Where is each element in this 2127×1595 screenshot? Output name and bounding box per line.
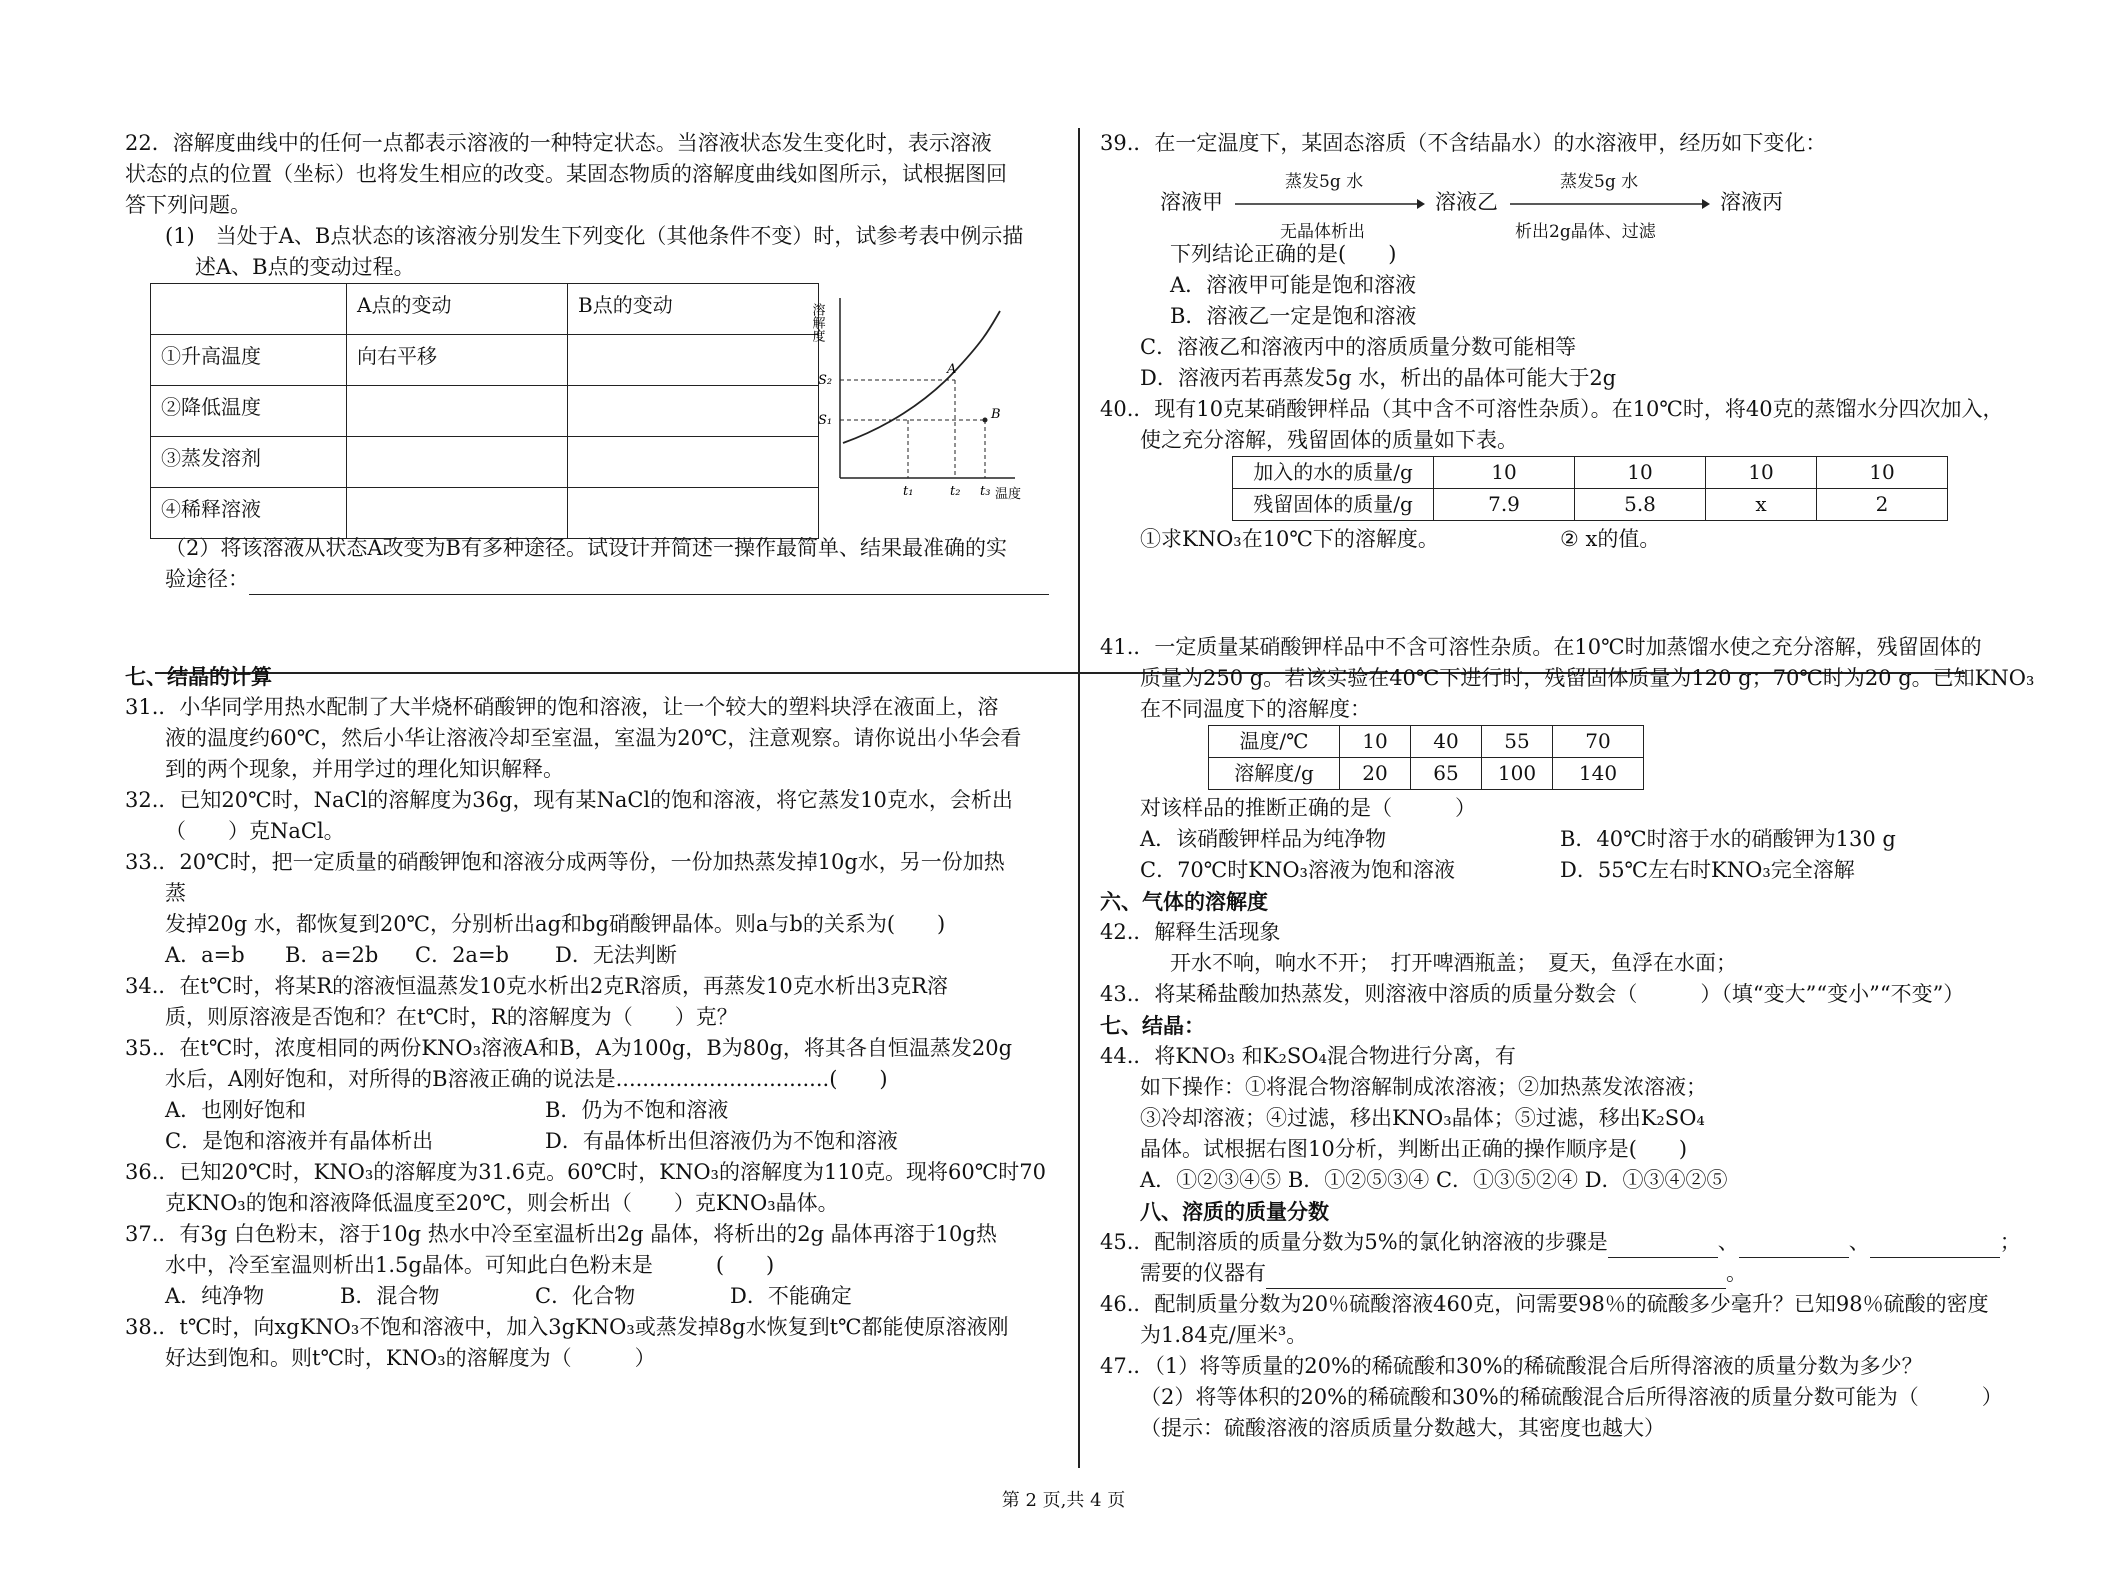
q34-line: 34.．在t℃时，将某R的溶液恒温蒸发10克水析出2克R溶质，再蒸发10克水析出3克R溶: [125, 974, 948, 998]
q41-table: [1208, 725, 1644, 790]
table-cell: 10: [1575, 457, 1706, 489]
q22-sub1: 述A、B点的变动过程。: [195, 255, 415, 279]
table-cell: [151, 284, 347, 335]
q47-line: （提示：硫酸溶液的溶质质量分数越大，其密度也越大）: [1140, 1416, 1665, 1440]
flow-state: 溶液乙: [1435, 190, 1498, 214]
q40-line: 40.．现有10克某硝酸钾样品（其中含不可溶性杂质）。在10℃时，将40克的蒸馏水分四次加入，: [1100, 397, 2004, 421]
option[interactable]: B．40℃时溶于水的硝酸钾为130 g: [1560, 827, 1896, 851]
table-cell: [347, 488, 568, 539]
table-cell: ①升高温度: [151, 335, 347, 386]
option[interactable]: A．溶液甲可能是饱和溶液: [1170, 273, 1417, 297]
q42-line: 42.．解释生活现象: [1100, 920, 1281, 944]
q45-sep: 、: [1848, 1230, 1870, 1254]
table-cell: 温度/℃: [1209, 726, 1340, 758]
question-22: [125, 128, 1060, 595]
x-tick-t3: t₃: [980, 484, 991, 499]
table-cell: 溶解度/g: [1209, 758, 1340, 790]
q40-table: [1232, 456, 1948, 521]
q41-options: [1100, 855, 2025, 886]
q31-line: 到的两个现象，并用学过的理化知识解释。: [165, 757, 564, 781]
point-a-label: A: [947, 362, 957, 377]
table-cell: 10: [1706, 457, 1817, 489]
table-cell: 向右平移: [347, 335, 568, 386]
q46-line: 为1.84克/厘米³。: [1140, 1323, 1308, 1347]
q41-options: [1100, 824, 2025, 855]
q44-line: ③冷却溶液；④过滤，移出KNO₃晶体；⑤过滤，移出K₂SO₄: [1140, 1106, 1705, 1130]
x-tick-t1: t₁: [903, 484, 914, 499]
q33-options: [125, 940, 1060, 971]
table-cell: [347, 437, 568, 488]
q35-line: 水后，A刚好饱和，对所得的B溶液正确的说法是................................( ): [165, 1067, 888, 1091]
answer-blank[interactable]: [1870, 1257, 2000, 1258]
table-cell: [568, 335, 819, 386]
q40-asks: [1100, 524, 2025, 555]
table-cell: ②降低温度: [151, 386, 347, 437]
table-cell: x: [1706, 489, 1817, 521]
q32-line: （ ）克NaCl。: [165, 819, 345, 843]
option[interactable]: C．70℃时KNO₃溶液为饱和溶液: [1140, 858, 1455, 882]
q22-sub2-answer-line: [125, 564, 1060, 595]
flow-state: 溶液丙: [1720, 190, 1783, 214]
table-cell: [568, 437, 819, 488]
q39-prompt: 下列结论正确的是( ): [1170, 242, 1397, 266]
q41-line: 41.．一定质量某硝酸钾样品中不含可溶性杂质。在10℃时加蒸馏水使之充分溶解，残留固体的: [1100, 635, 1982, 659]
q40-line: 使之充分溶解，残留固体的质量如下表。: [1140, 428, 1518, 452]
table-cell: 10: [1434, 457, 1575, 489]
q31-line: 31.．小华同学用热水配制了大半烧杯硝酸钾的饱和溶液，让一个较大的塑料块浮在液面上，溶: [125, 695, 999, 719]
q45-line: [1100, 1227, 2025, 1258]
q40-ask: ② x的值。: [1560, 527, 1661, 551]
q37-line: 37.．有3g 白色粉末，溶于10g 热水中冷至室温析出2g 晶体，将析出的2g 晶体再溶于10g热: [125, 1222, 997, 1246]
q22-line: 状态的点的位置（坐标）也将发生相应的改变。某固态物质的溶解度曲线如图所示，试根据图回: [125, 162, 1007, 186]
table-cell: [568, 386, 819, 437]
table-cell: 残留固体的质量/g: [1233, 489, 1434, 521]
page-footer: 第 2 页,共 4 页: [1001, 1490, 1126, 1511]
flow-label: 无晶体析出: [1280, 222, 1365, 242]
option[interactable]: D．无法判断: [555, 943, 677, 967]
option[interactable]: C．是饱和溶液并有晶体析出: [165, 1129, 434, 1153]
table-cell: B点的变动: [568, 284, 819, 335]
q22-line: 22．溶解度曲线中的任何一点都表示溶液的一种特定状态。当溶液状态发生变化时，表示溶液: [125, 131, 992, 155]
q33-line: 发掉20g 水，都恢复到20℃，分别析出ag和bg硝酸钾晶体。则a与b的关系为( ): [165, 912, 946, 936]
q42-line: 开水不响，响水不开； 打开啤酒瓶盖； 夏天，鱼浮在水面；: [1170, 951, 1737, 975]
q46-line: 46.．配制质量分数为20％硫酸溶液460克，问需要98％的硫酸多少毫升？已知98％硫酸的密度: [1100, 1292, 1989, 1316]
q37-line: 水中，冷至室温则析出1.5g晶体。可知此白色粉末是 ( ): [165, 1253, 775, 1277]
table-cell: 加入的水的质量/g: [1233, 457, 1434, 489]
q45-sep: ；: [1999, 1230, 2021, 1254]
q39-stem: 39.．在一定温度下，某固态溶质（不含结晶水）的水溶液甲，经历如下变化：: [1100, 131, 1827, 155]
right-column: [1100, 128, 2035, 1444]
table-cell: 65: [1411, 758, 1482, 790]
q41-line: 质量为250 g。若该实验在40℃下进行时，残留固体质量为120 g；70℃时为20 g。已知KNO₃: [1140, 666, 2035, 690]
table-cell: 5.8: [1575, 489, 1706, 521]
column-divider: [1078, 128, 1080, 1468]
table-cell: 140: [1553, 758, 1644, 790]
q33-line: 33.．20℃时，把一定质量的硝酸钾饱和溶液分成两等份，一份加热蒸发掉10g水，另一份加热: [125, 850, 1005, 874]
q40-ask: ①求KNO₃在10℃下的溶解度。: [1140, 527, 1439, 551]
option[interactable]: D．溶液丙若再蒸发5g 水，析出的晶体可能大于2g: [1140, 366, 1617, 390]
option[interactable]: D．不能确定: [730, 1284, 852, 1308]
q33-line: 蒸: [165, 881, 186, 905]
q36-line: 36.．已知20℃时，KNO₃的溶解度为31.6克。60℃时，KNO₃的溶解度为110克。现将60℃时70: [125, 1160, 1046, 1184]
table-cell: 40: [1411, 726, 1482, 758]
q22-sub2: （2）将该溶液从状态A改变为B有多种途径。试设计并简述一操作最简单、结果最准确的实: [165, 536, 1007, 560]
q44-options[interactable]: A．①②③④⑤ B．①②⑤③④ C．①③⑤②④ D．①③④②⑤: [1140, 1168, 1728, 1192]
q36-line: 克KNO₃的饱和溶液降低温度至20℃，则会析出（ ）克KNO₃晶体。: [165, 1191, 839, 1215]
q47-line: （2）将等体积的20%的稀硫酸和30%的稀硫酸混合后所得溶液的质量分数可能为（ ）: [1140, 1385, 2003, 1409]
answer-blank[interactable]: [249, 594, 1049, 595]
answer-label: 验途径：: [165, 567, 249, 591]
option[interactable]: B．a=2b: [285, 943, 379, 967]
q41-prompt: 对该样品的推断正确的是（ ）: [1140, 796, 1476, 820]
table-cell: ③蒸发溶剂: [151, 437, 347, 488]
option[interactable]: A．也刚好饱和: [165, 1098, 307, 1122]
q43-line: 43.．将某稀盐酸加热蒸发，则溶液中溶质的质量分数会（ ）（填“变大”“变小”“不变”）: [1100, 982, 1965, 1006]
x-tick-t2: t₂: [950, 484, 961, 499]
option[interactable]: C．化合物: [535, 1284, 636, 1308]
option[interactable]: C．溶液乙和溶液丙中的溶质质量分数可能相等: [1140, 335, 1577, 359]
q45-sep: 。: [1726, 1261, 1747, 1285]
q35-line: 35.．在t℃时，浓度相同的两份KNO₃溶液A和B，A为100g，B为80g，将其各自恒温蒸发20g: [125, 1036, 1013, 1060]
flow-label: 蒸发5g 水: [1560, 172, 1639, 192]
q31-line: 液的温度约60℃，然后小华让溶液冷却至室温，室温为20℃，注意观察。请你说出小华会看: [165, 726, 1022, 750]
table-cell: A点的变动: [347, 284, 568, 335]
option[interactable]: A．纯净物: [165, 1284, 265, 1308]
option[interactable]: B．混合物: [340, 1284, 440, 1308]
table-cell: 20: [1340, 758, 1411, 790]
x-axis-label: 温度: [995, 487, 1022, 502]
flow-label: 蒸发5g 水: [1285, 172, 1364, 192]
q45-sep: 、: [1717, 1230, 1739, 1254]
q37-options: [125, 1281, 1060, 1312]
option[interactable]: B．仍为不饱和溶液: [545, 1098, 729, 1122]
table-cell: 55: [1482, 726, 1553, 758]
section-title: 七、结晶的计算: [125, 664, 272, 689]
q22-table: [150, 283, 819, 539]
q41-line: 在不同温度下的溶解度：: [1140, 697, 1371, 721]
q45-text: 45.．配制溶质的质量分数为5%的氯化钠溶液的步骤是: [1100, 1230, 1608, 1254]
section-title: 六、气体的溶解度: [1100, 889, 1268, 914]
solubility-curve: [843, 311, 1000, 443]
table-cell: 7.9: [1434, 489, 1575, 521]
option[interactable]: D．有晶体析出但溶液仍为不饱和溶液: [545, 1129, 898, 1153]
table-cell: 10: [1817, 457, 1948, 489]
solubility-curve-figure: [809, 283, 1055, 533]
table-cell: 70: [1553, 726, 1644, 758]
q39-flow-diagram: [1100, 159, 2025, 242]
arrow-icon: [1235, 197, 1425, 211]
q44-line: 晶体。试根据右图10分析，判断出正确的操作顺序是( ): [1140, 1137, 1688, 1161]
q34-line: 质，则原溶液是否饱和？在t℃时，R的溶解度为（ ）克？: [165, 1005, 738, 1029]
left-column: [125, 128, 1060, 1374]
q22-sub1: (1) 当处于A、B点状态的该溶液分别发生下列变化（其他条件不变）时，试参考表中例示描: [165, 224, 1024, 248]
table-cell: [568, 488, 819, 539]
q45-text: 需要的仪器有: [1140, 1261, 1266, 1285]
y-tick-s1: S₁: [818, 413, 833, 428]
flow-label: 析出2g晶体、过滤: [1515, 222, 1656, 242]
q44-line: 44.．将KNO₃ 和K₂SO₄混合物进行分离，有: [1100, 1044, 1516, 1068]
table-cell: 10: [1340, 726, 1411, 758]
answer-blank[interactable]: [1739, 1257, 1849, 1258]
table-cell: 2: [1817, 489, 1948, 521]
table-cell: 100: [1482, 758, 1553, 790]
option[interactable]: A．a=b: [165, 943, 245, 967]
section-title: 八、溶质的质量分数: [1140, 1199, 1329, 1224]
q45-line: [1100, 1258, 2025, 1289]
q38-line: 38.．t℃时，向xgKNO₃不饱和溶液中，加入3gKNO₃或蒸发掉8g水恢复到t℃都能使原溶液刚: [125, 1315, 1009, 1339]
option[interactable]: D．55℃左右时KNO₃完全溶解: [1560, 858, 1855, 882]
q35-options: [125, 1095, 1060, 1126]
option[interactable]: B．溶液乙一定是饱和溶液: [1170, 304, 1417, 328]
table-cell: [347, 386, 568, 437]
option[interactable]: C．2a=b: [415, 943, 509, 967]
y-axis-label: 溶解度: [809, 303, 825, 342]
q22-line: 答下列问题。: [125, 193, 251, 217]
arrow-icon: [1510, 197, 1710, 211]
section-title: 七、结晶：: [1100, 1013, 1205, 1038]
table-cell: ④稀释溶液: [151, 488, 347, 539]
point-b-label: B: [991, 407, 1001, 422]
q32-line: 32.．已知20℃时，NaCl的溶解度为36g，现有某NaCl的饱和溶液，将它蒸发10克水，会析出: [125, 788, 1013, 812]
y-tick-s2: S₂: [818, 373, 833, 388]
q38-line: 好达到饱和。则t℃时，KNO₃的溶解度为（ ）: [165, 1346, 656, 1370]
option[interactable]: A．该硝酸钾样品为纯净物: [1140, 827, 1387, 851]
q35-options: [125, 1126, 1060, 1157]
q47-line: 47.．（1）将等质量的20%的稀硫酸和30%的稀硫酸混合后所得溶液的质量分数为多少？: [1100, 1354, 1923, 1378]
flow-state: 溶液甲: [1160, 190, 1223, 214]
q44-line: 如下操作：①将混合物溶解制成浓溶液；②加热蒸发浓溶液；: [1140, 1075, 1707, 1099]
